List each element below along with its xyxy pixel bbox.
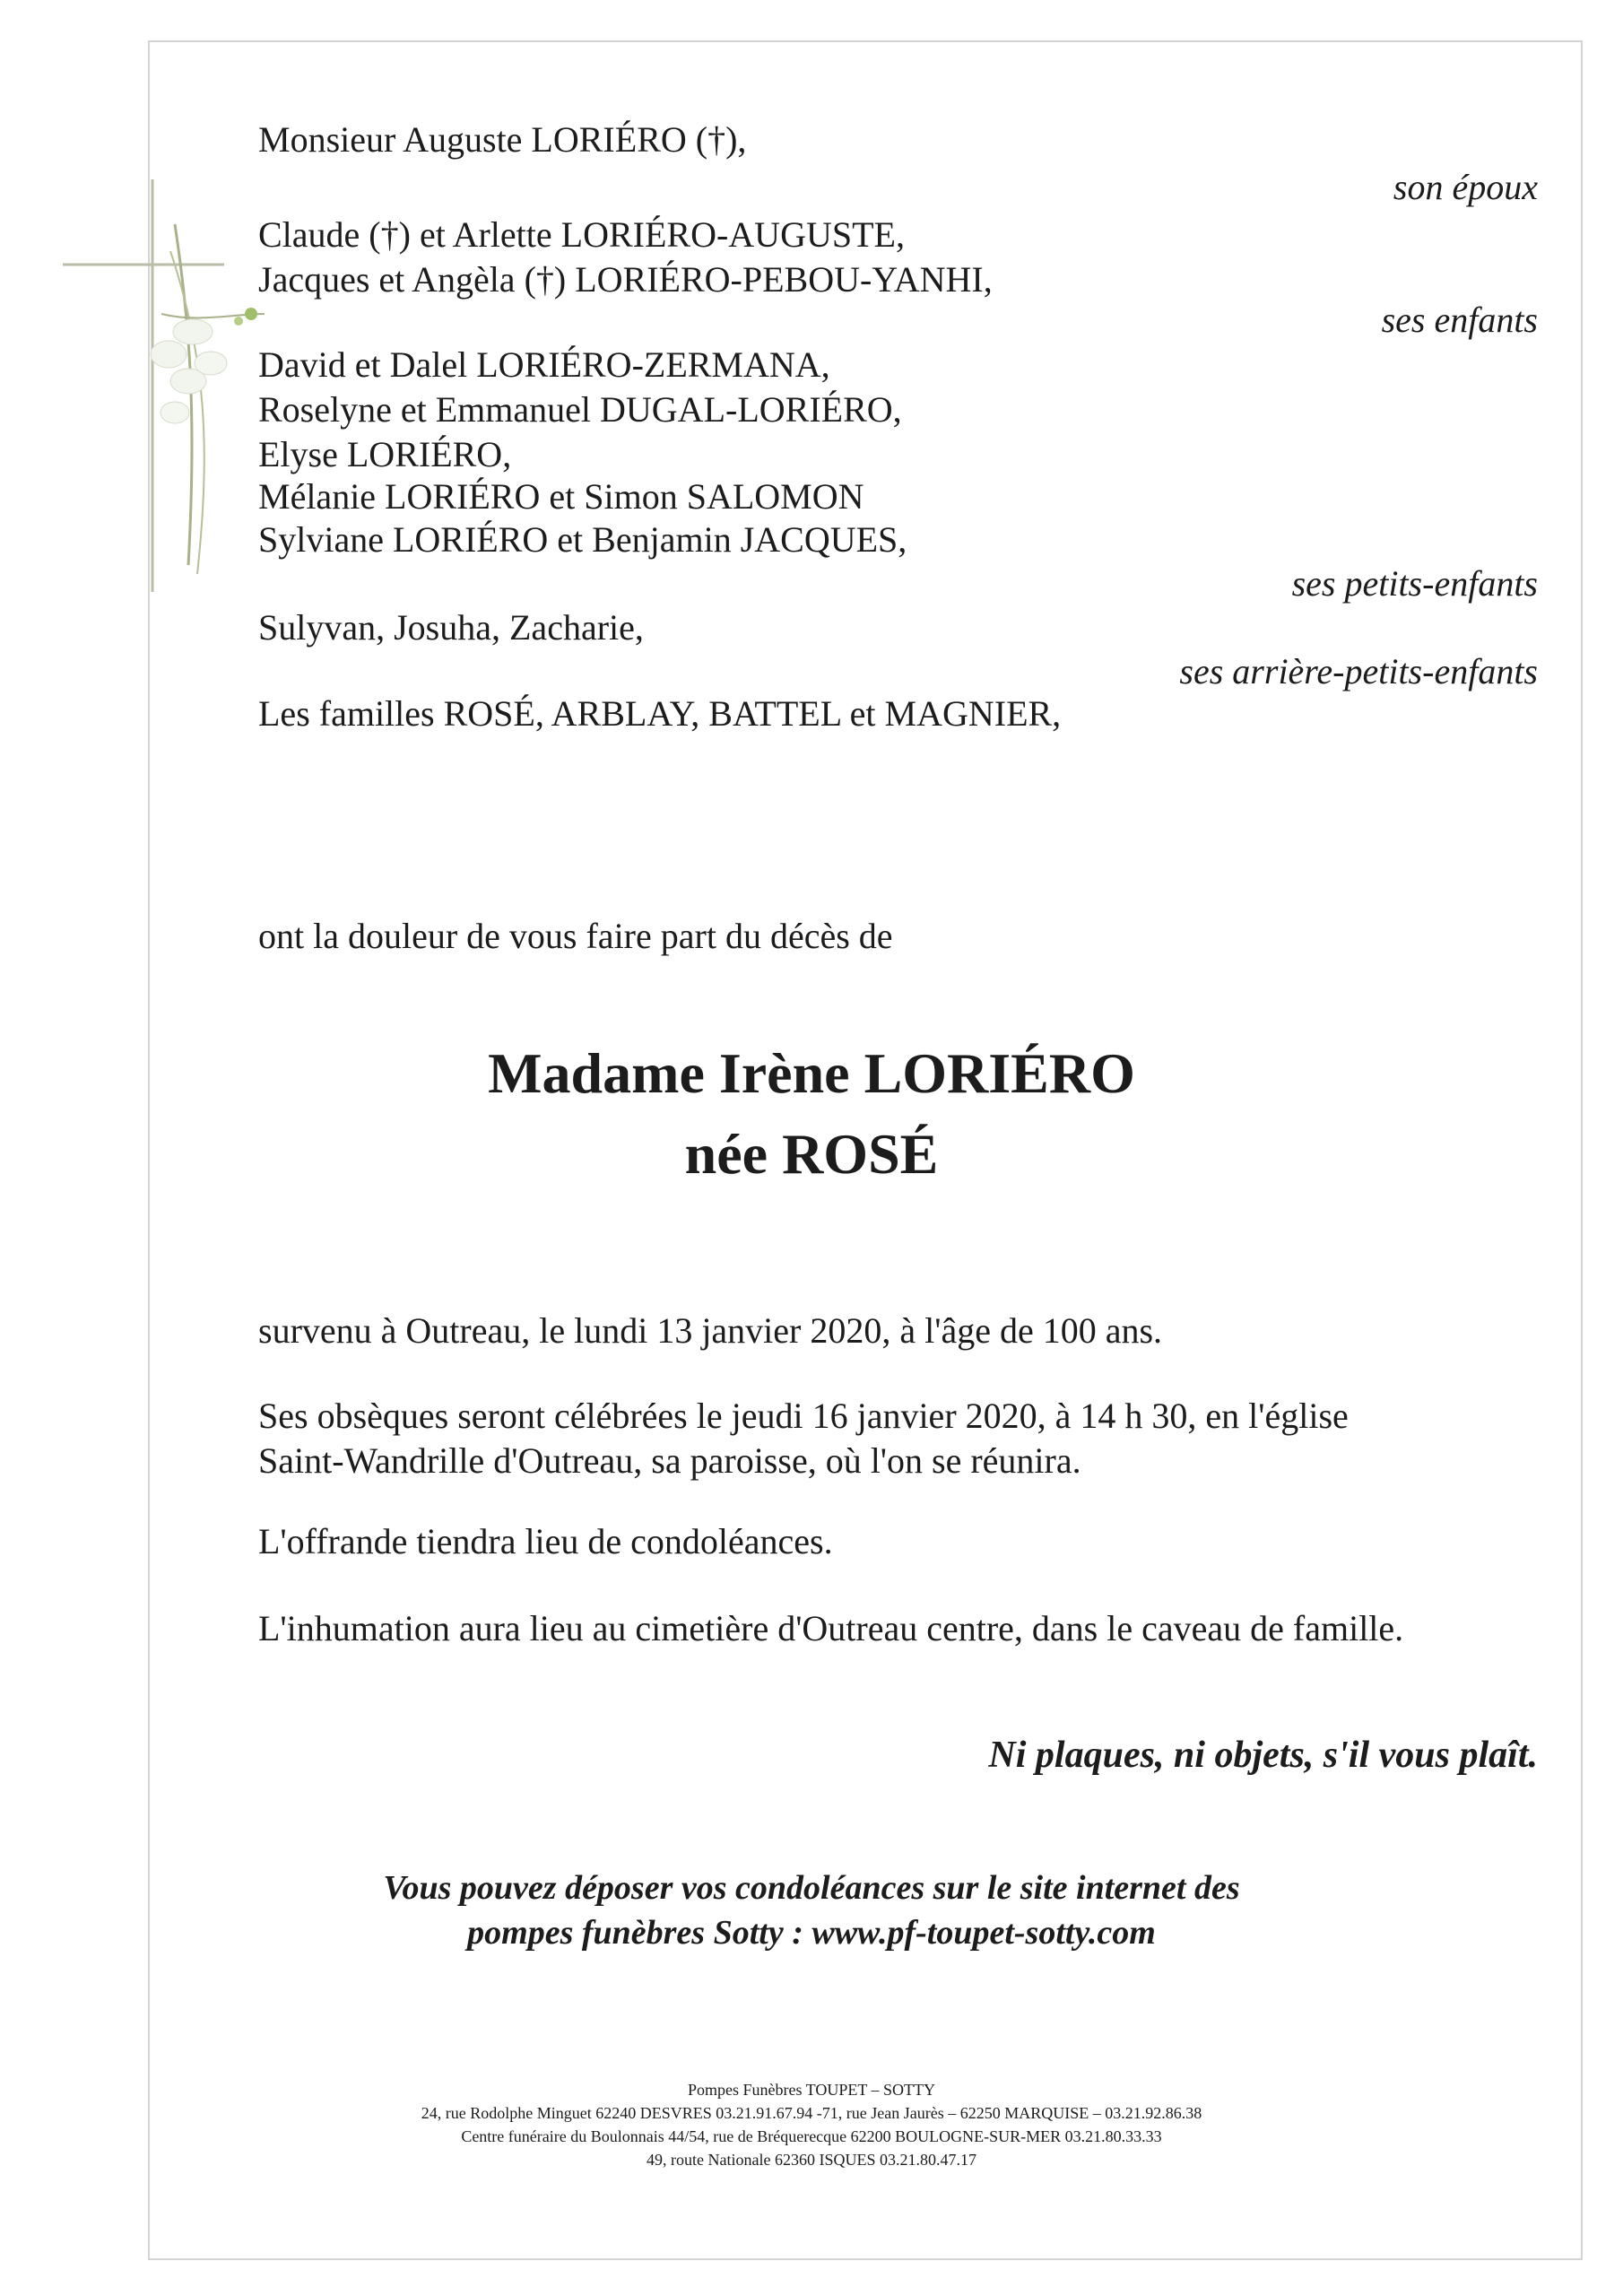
footer-address: 49, route Nationale 62360 ISQUES 03.21.80.47.17 [647,2151,976,2169]
grandchild-name: Mélanie LORIÉRO et Simon SALOMON [258,476,864,517]
husband-relation: son époux [1393,167,1538,207]
offering-text: L'offrande tiendra lieu de condoléances. [258,1521,833,1561]
no-plaques-notice: Ni plaques, ni objets, s'il vous plaît. [988,1735,1538,1776]
deceased-name: Madame Irène LORIÉRO [488,1041,1135,1105]
grandchild-name: Roselyne et Emmanuel DUGAL-LORIÉRO, [258,389,902,430]
maiden-name: née ROSÉ [684,1122,939,1186]
husband-name: Monsieur Auguste LORIÉRO (†), [258,119,747,160]
families-names: Les familles ROSÉ, ARBLAY, BATTEL et MAGNIER, [258,693,1062,734]
footer-company: Pompes Funèbres TOUPET – SOTTY [687,2081,935,2099]
condolences-line: Vous pouvez déposer vos condoléances sur le site internet des [383,1869,1240,1907]
burial-text: L'inhumation aura lieu au cimetière d'Outreau centre, dans le caveau de famille. [258,1608,1404,1648]
children-relation: ses enfants [1381,300,1538,340]
great-grandchildren-relation: ses arrière-petits-enfants [1179,651,1538,691]
funeral-info: Saint-Wandrille d'Outreau, sa paroisse, où l'on se réunira. [258,1440,1081,1481]
death-info: survenu à Outreau, le lundi 13 janvier 2020, à l'âge de 100 ans. [258,1310,1163,1351]
grandchild-name: David et Dalel LORIÉRO-ZERMANA, [258,344,830,385]
condolences-website[interactable]: pompes funèbres Sotty : www.pf-toupet-sotty.com [467,1914,1156,1952]
footer-address: 24, rue Rodolphe Minguet 62240 DESVRES 03.21.91.67.94 -71, rue Jean Jaurès – 62250 MARQUISE – 03.21.92.86.38 [421,2104,1202,2122]
grandchildren-relation: ses petits-enfants [1291,563,1538,604]
great-grandchildren-names: Sulyvan, Josuha, Zacharie, [258,607,644,648]
cross-orchid-icon [63,179,269,592]
child-name: Jacques et Angèla (†) LORIÉRO-PEBOU-YANHI, [258,259,993,300]
child-name: Claude (†) et Arlette LORIÉRO-AUGUSTE, [258,214,905,255]
grandchild-name: Elyse LORIÉRO, [258,434,512,474]
footer-address: Centre funéraire du Boulonnais 44/54, rue de Bréquerecque 62200 BOULOGNE-SUR-MER 03.21.80.33.33 [461,2127,1162,2145]
grandchild-name: Sylviane LORIÉRO et Benjamin JACQUES, [258,519,907,560]
announcement-intro: ont la douleur de vous faire part du décès de [258,916,893,956]
funeral-info: Ses obsèques seront célébrées le jeudi 16 janvier 2020, à 14 h 30, en l'église [258,1396,1349,1436]
